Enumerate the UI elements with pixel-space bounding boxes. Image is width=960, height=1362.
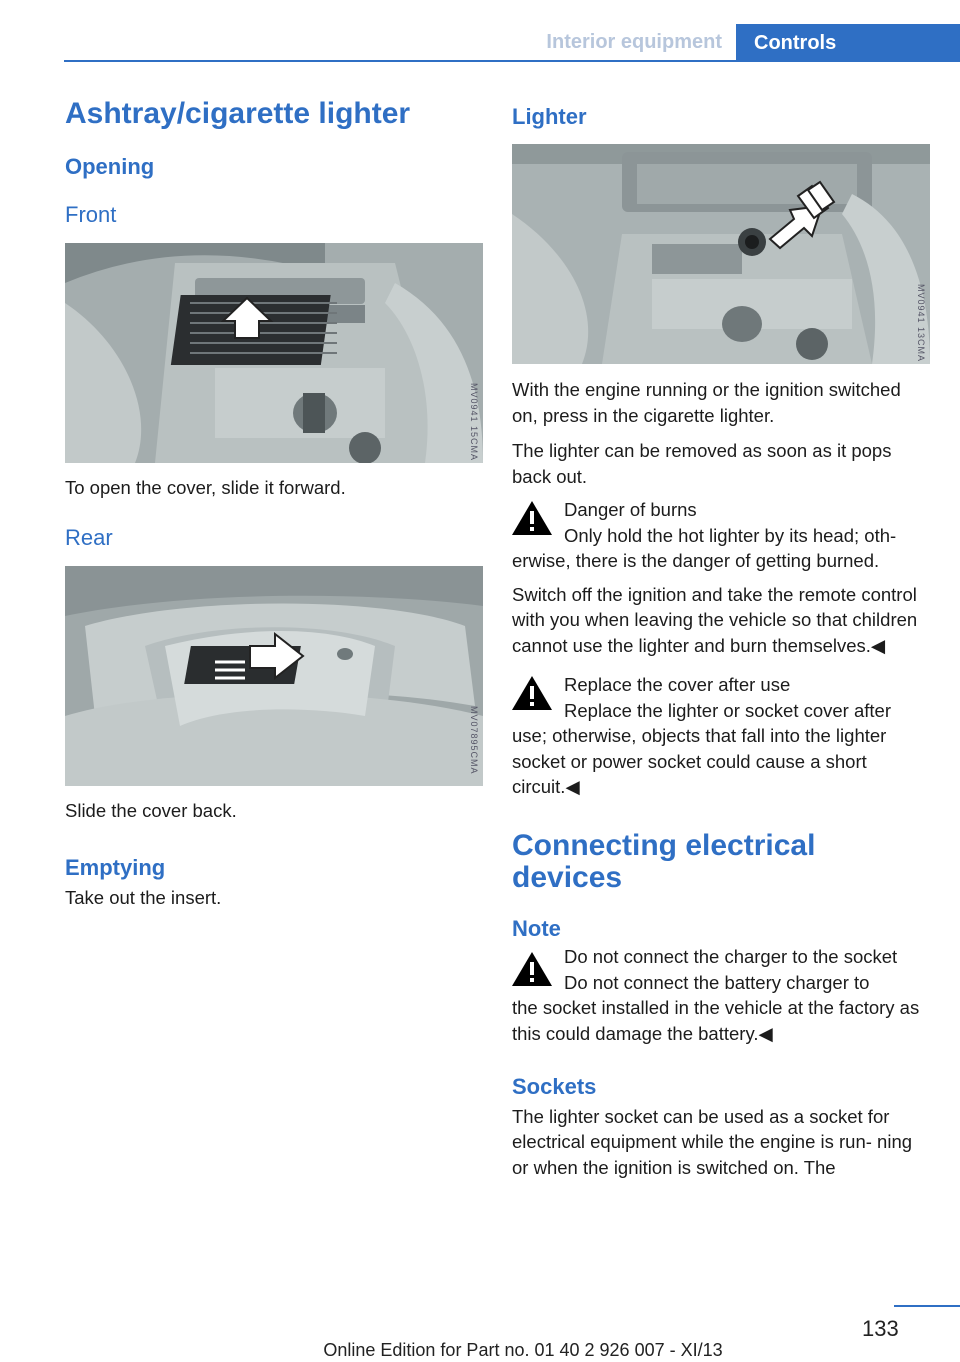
warning-title: Danger of burns (564, 499, 697, 521)
warning-triangle-icon (512, 676, 552, 710)
opening-heading: Opening (65, 154, 155, 179)
edition-footer (0, 1340, 960, 1361)
rear-caption: Slide the cover back. (65, 799, 237, 821)
header-rule (64, 60, 960, 62)
warning-title: Replace the cover after use (564, 674, 791, 696)
left-column (65, 96, 483, 910)
warning-text-line: Only hold the hot lighter by its head; oth‐ (564, 524, 897, 546)
lighter-paragraph-1: With the engine running or the ignition switched on, press in the cigarette lighter. (512, 379, 901, 426)
front-caption: To open the cover, slide it forward. (65, 476, 346, 498)
warning-title: Do not connect the charger to the socket (564, 946, 898, 968)
warning-cover (512, 672, 930, 800)
warning-text: the socket installed in the vehicle at the factory as this could damage the battery.◀ (512, 997, 920, 1044)
connecting-heading: Connecting electrical devices (512, 828, 816, 894)
sockets-text: The lighter socket can be used as a socket for electrical equipment while the engine is run‐ ning or when the ignition is switched on. The (512, 1105, 913, 1178)
image-code: MV0941 13CMA (916, 284, 926, 363)
front-ashtray-image (65, 243, 483, 463)
edition-text: Online Edition for Part no. 01 40 2 926 007 - XI/13 (323, 1340, 723, 1360)
lighter-image (512, 144, 930, 364)
note-heading: Note (512, 915, 561, 941)
warning-text: use; otherwise, objects that fall into the lighter socket or power socket could cause a short circuit.◀ (512, 725, 887, 798)
warning-triangle-icon (512, 501, 552, 535)
rear-ashtray-image (65, 566, 483, 786)
lighter-heading: Lighter (512, 104, 587, 129)
front-heading: Front (65, 202, 117, 228)
page-number: 133 (862, 1316, 899, 1341)
rear-heading: Rear (65, 525, 113, 551)
emptying-heading: Emptying (65, 855, 166, 881)
lighter-paragraph-2: The lighter can be removed as soon as it pops back out. (512, 440, 892, 487)
emptying-text: Take out the insert. (65, 886, 222, 908)
warning-burns (512, 497, 930, 574)
warning-text: erwise, there is the danger of getting burned. (512, 550, 880, 572)
sockets-heading: Sockets (512, 1074, 597, 1100)
warning-text-line: Replace the lighter or socket cover after (564, 699, 891, 721)
image-code: MV07895CMA (469, 705, 479, 775)
lighter-paragraph-3: Switch off the ignition and take the remote control with you when leaving the vehicle so that children cannot use the lighter and burn themselves.◀ (512, 583, 918, 656)
right-column (512, 96, 930, 1180)
section-tab[interactable]: Interior equipment (546, 31, 722, 53)
warning-charger (512, 944, 930, 1046)
warning-triangle-icon (512, 952, 552, 986)
chapter-tab[interactable]: Controls (736, 24, 960, 62)
section-title: Ashtray/cigarette lighter (65, 97, 411, 130)
page-header (0, 0, 960, 62)
image-code: MV0941 15CMA (469, 382, 479, 461)
warning-text-line: Do not connect the battery charger to (564, 971, 870, 993)
footer-rule (894, 1305, 960, 1307)
